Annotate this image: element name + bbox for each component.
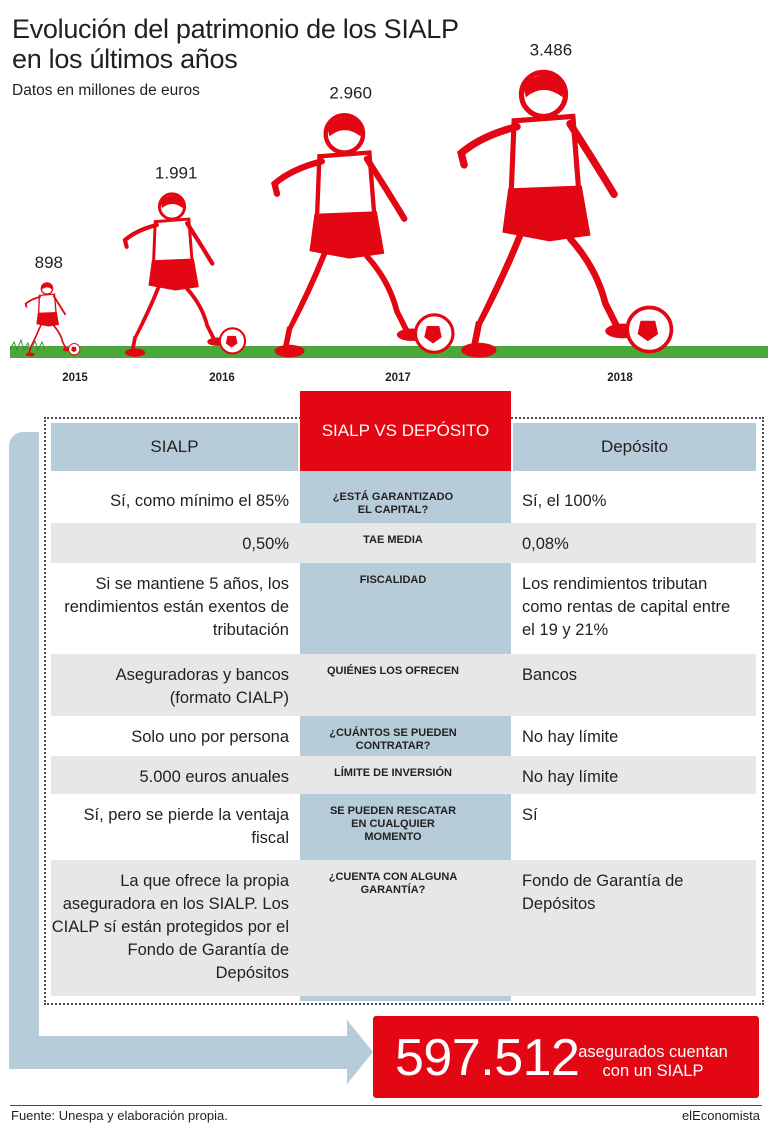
comparison-row xyxy=(51,794,756,860)
header-sialp: SIALP xyxy=(51,423,298,471)
deposito-value: No hay límite xyxy=(522,728,619,746)
criterion-label: QUIÉNES LOS OFRECEN xyxy=(326,665,460,677)
deposito-value: No hay límite xyxy=(522,768,619,786)
comparison-row xyxy=(51,523,756,563)
criterion-label: FISCALIDAD xyxy=(359,574,427,586)
sialp-value: Solo uno por persona xyxy=(131,728,289,746)
deposito-value: 0,08% xyxy=(522,535,569,553)
comparison-row xyxy=(51,716,756,756)
connector-arrow-horizontal xyxy=(9,1036,349,1069)
footer-divider xyxy=(10,1105,762,1106)
comparison-row xyxy=(51,654,756,716)
player-mark-2017 xyxy=(275,115,453,357)
chart-subtitle: Datos en millones de euros xyxy=(12,82,200,99)
value-label-2015: 898 xyxy=(34,253,63,273)
criterion-label: SE PUEDEN RESCATAR EN CUALQUIER MOMENTO xyxy=(329,805,457,843)
year-label-2015: 2015 xyxy=(62,372,88,384)
year-label-2018: 2018 xyxy=(607,372,633,384)
source-note: Fuente: Unespa y elaboración propia. xyxy=(11,1108,228,1123)
value-label-2017: 2.960 xyxy=(329,83,372,103)
sialp-value: Aseguradoras y bancos (formato CIALP) xyxy=(115,666,289,707)
brand-logo: elEconomista xyxy=(681,1108,760,1123)
comparison-row xyxy=(51,563,756,654)
player-mark-2016 xyxy=(125,194,245,357)
deposito-value: Sí, el 100% xyxy=(522,492,607,510)
criterion-label: ¿ESTÁ GARANTIZADO EL CAPITAL? xyxy=(332,491,454,516)
deposito-value: Fondo de Garantía de Depósitos xyxy=(522,872,684,913)
deposito-value: Sí xyxy=(522,806,538,824)
criterion-label: ¿CUÁNTOS SE PUEDEN CONTRATAR? xyxy=(329,727,457,752)
stat-number: 597.512 xyxy=(395,1029,580,1087)
deposito-value: Bancos xyxy=(522,666,578,684)
header-deposito: Depósito xyxy=(513,423,756,471)
sialp-value: 0,50% xyxy=(242,535,289,553)
arrow-right-icon xyxy=(347,1020,373,1084)
value-label-2018: 3.486 xyxy=(529,40,573,60)
title-line-2: en los últimos años xyxy=(12,44,238,74)
criterion-label: ¿CUENTA CON ALGUNA GARANTÍA? xyxy=(328,871,458,896)
sialp-value: Sí, pero se pierde la ventaja fiscal xyxy=(83,806,289,847)
sialp-value: 5.000 euros anuales xyxy=(139,768,289,786)
comparison-row xyxy=(51,756,756,794)
criterion-label: TAE MEDIA xyxy=(363,534,423,546)
comparison-row xyxy=(51,860,756,996)
sialp-value: Si se mantiene 5 años, los rendimientos están exentos de tributación xyxy=(64,575,289,639)
criterion-label: LÍMITE DE INVERSIÓN xyxy=(334,767,452,779)
sialp-value: Sí, como mínimo el 85% xyxy=(110,492,289,510)
comparison-row xyxy=(51,480,756,522)
year-label-2017: 2017 xyxy=(385,372,411,384)
connector-arrow-vertical xyxy=(9,432,39,1069)
value-label-2016: 1.991 xyxy=(154,163,198,183)
pictogram-chart xyxy=(0,0,770,390)
year-label-2016: 2016 xyxy=(209,372,235,384)
header-sialp-vs-deposito: SIALP VS DEPÓSITO xyxy=(300,391,511,471)
stat-caption: asegurados cuentan con un SIALP xyxy=(578,1043,728,1080)
sialp-value: La que ofrece la propia aseguradora en los SIALP. Los CIALP sí están protegidos por el Fondo de Garantía de Depósitos xyxy=(51,872,289,982)
deposito-value: Los rendimientos tributan como rentas de capital entre el 19 y 21% xyxy=(522,575,731,639)
title-line-1: Evolución del patrimonio de los SIALP xyxy=(12,14,459,44)
player-mark-2018 xyxy=(461,72,671,357)
player-mark-2015 xyxy=(26,283,80,357)
